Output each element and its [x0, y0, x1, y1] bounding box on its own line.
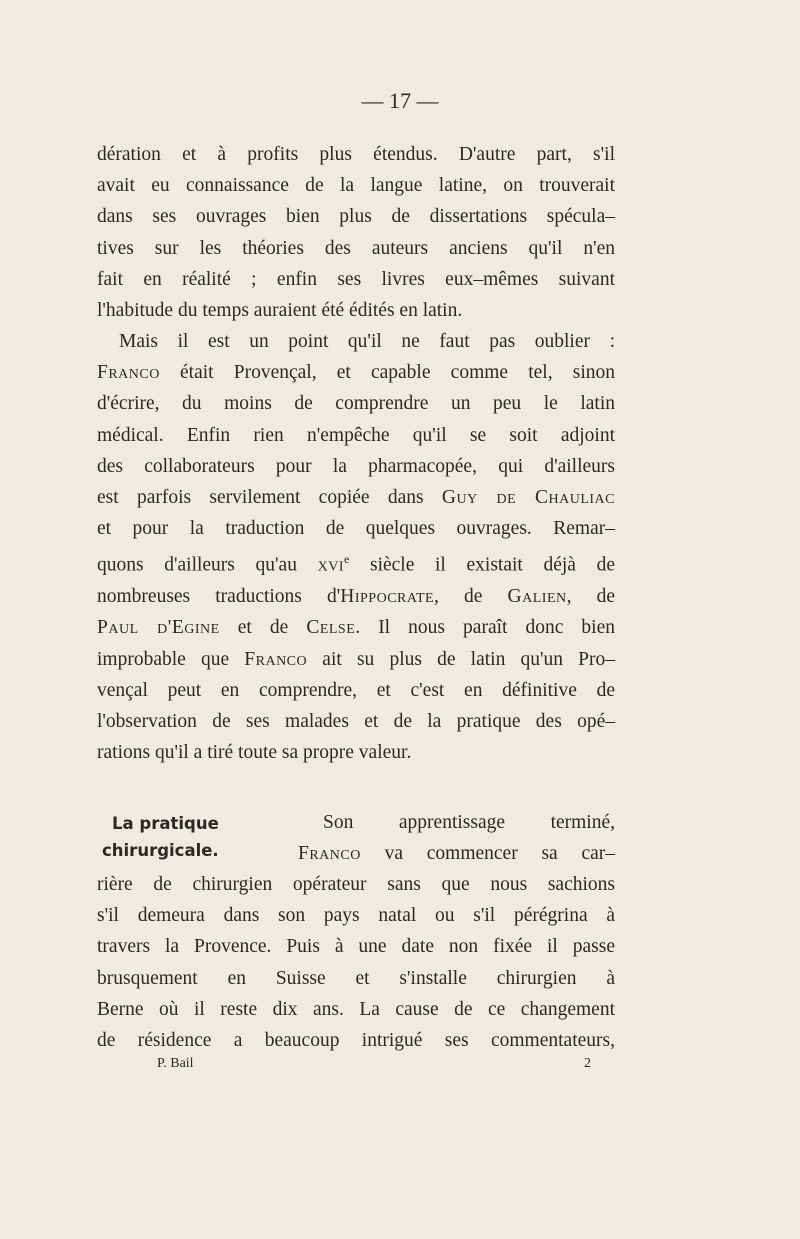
- author-name: Hippocrate: [340, 586, 435, 608]
- text-fragment: et de: [219, 617, 307, 639]
- section-heading-line: chirurgicale.: [102, 841, 219, 860]
- text-line: [298, 838, 615, 869]
- text-line: et pour la traduction de quelques ouvrages. Remar–: [97, 518, 615, 540]
- text-fragment: nombreuses traductions d': [97, 586, 341, 608]
- text-fragment: est parfois servilement copiée dans: [97, 487, 442, 509]
- superscript: e: [344, 552, 350, 567]
- sheet-number: 2: [584, 1056, 591, 1071]
- text-line: d'écrire, du moins de comprendre un peu le latin: [97, 393, 615, 415]
- paragraph-3-first-lines: [298, 807, 615, 869]
- author-name: Celse: [306, 617, 356, 639]
- text-line: médical. Enfin rien n'empêche qu'il se soit adjoint: [97, 424, 615, 446]
- text-fragment: va commencer sa car–: [360, 843, 615, 865]
- text-line: l'habitude du temps auraient été édités en latin.: [97, 300, 463, 322]
- author-name: Paul: [97, 617, 139, 639]
- paragraph-1: [97, 139, 615, 326]
- author-name: Egine: [171, 617, 220, 639]
- section-heading-line: La pratique: [112, 814, 219, 833]
- text-line: de résidence a beaucoup intrigué ses commentateurs,: [97, 1030, 615, 1052]
- text-line: l'observation de ses malades et de la pratique des opé–: [97, 710, 615, 732]
- paragraph-2: [97, 326, 615, 768]
- text-line: vençal peut en comprendre, et c'est en définitive de: [97, 679, 615, 701]
- text-line: dans ses ouvrages bien plus de dissertations spécula–: [97, 206, 615, 228]
- author-name: Galien: [507, 586, 567, 608]
- text-fragment: , de: [434, 586, 508, 608]
- text-line: [97, 482, 615, 513]
- text-fragment: , de: [566, 586, 616, 608]
- text-line: Berne où il reste dix ans. La cause de ce changement: [97, 998, 615, 1020]
- section-heading: [102, 810, 219, 864]
- century-numeral: xvi: [317, 554, 344, 576]
- text-fragment: . Il nous paraît donc bien: [355, 617, 616, 639]
- text-line: brusquement en Suisse et s'installe chirurgien à: [97, 967, 615, 989]
- author-name: Franco: [298, 843, 361, 865]
- text-line: tives sur les théories des auteurs anciens qu'il n'en: [97, 237, 615, 259]
- text-fragment: siècle il existait déjà de: [349, 554, 615, 576]
- paragraph-3: [97, 869, 615, 1056]
- text-line: des collaborateurs pour la pharmacopée, qui d'ailleurs: [97, 455, 615, 477]
- text-line: fait en réalité ; enfin ses livres eux–mêmes suivant: [97, 268, 615, 290]
- text-fragment: était Provençal, et capable comme tel, sinon: [159, 362, 615, 384]
- author-name: Guy: [441, 487, 478, 509]
- text-line: avait eu connaissance de la langue latine, on trouverait: [97, 175, 615, 197]
- author-name: Franco: [97, 362, 160, 384]
- author-name: Chauliac: [535, 487, 615, 509]
- text-fragment: improbable que: [97, 648, 245, 670]
- text-line: s'il demeura dans son pays natal ou s'il pérégrina à: [97, 905, 615, 927]
- text-fragment: quons d'ailleurs qu'au: [97, 554, 318, 576]
- text-line: [97, 357, 615, 388]
- text-line: rations qu'il a tiré toute sa propre valeur.: [97, 742, 412, 764]
- text-line: travers la Provence. Puis à une date non fixée il passe: [97, 936, 615, 958]
- text-line: [97, 612, 615, 643]
- text-line: dération et à profits plus étendus. D'autre part, s'il: [97, 144, 615, 165]
- text-fragment: d': [138, 617, 172, 639]
- text-line: rière de chirurgien opérateur sans que nous sachions: [97, 874, 615, 895]
- text-line: Son apprentissage terminé,: [323, 812, 615, 833]
- text-line: Mais il est un point qu'il ne faut pas oublier :: [119, 331, 615, 352]
- text-line: [97, 644, 615, 675]
- page-number: — 17 —: [361, 88, 439, 113]
- text-line: [97, 544, 615, 581]
- text-line: [97, 581, 615, 612]
- signature-mark: P. Bail: [157, 1056, 194, 1071]
- text-fragment: de: [477, 487, 535, 509]
- text-fragment: ait su plus de latin qu'un Pro–: [307, 648, 615, 670]
- author-name: Franco: [244, 648, 308, 670]
